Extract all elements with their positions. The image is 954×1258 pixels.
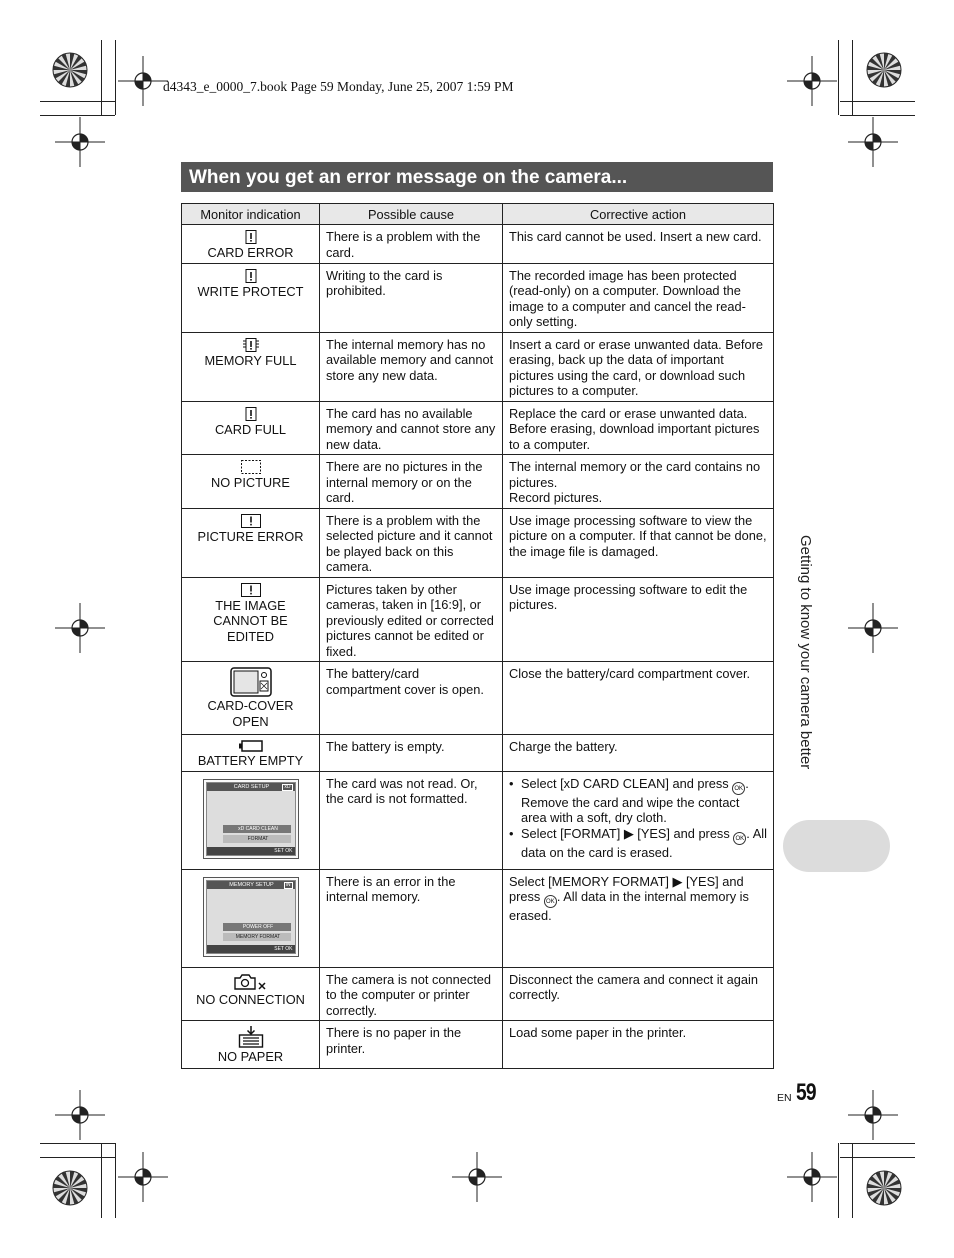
print-header: d4343_e_0000_7.book Page 59 Monday, June 25, 2007 1:59 PM	[163, 79, 514, 94]
registration-mark-icon	[55, 1090, 105, 1140]
registration-mark-icon	[787, 56, 837, 106]
monitor-label: BATTERY EMPTY	[197, 753, 304, 768]
table-row	[182, 735, 774, 772]
card-exclaim-icon	[185, 407, 316, 421]
cause-cell: The battery is empty.	[320, 735, 503, 772]
crop-line	[840, 1143, 915, 1144]
lcd-tag: xD	[284, 783, 291, 790]
table-row	[182, 662, 774, 735]
empty-frame-icon	[185, 460, 316, 474]
monitor-label: NO CONNECTION	[196, 991, 305, 1007]
crop-line	[840, 101, 915, 102]
action-text: Select [FORMAT] ▶ [YES] and press	[521, 825, 730, 841]
list-item	[521, 776, 768, 826]
registration-mark-icon	[848, 117, 898, 167]
action-cell	[503, 869, 774, 967]
column-header: Monitor indication	[182, 204, 320, 225]
monitor-label: PICTURE ERROR	[197, 528, 304, 544]
lcd-footer: SET OK	[207, 847, 295, 855]
page-language: EN	[777, 1092, 792, 1104]
monitor-cell	[182, 735, 320, 772]
lcd-option: FORMAT	[223, 835, 291, 843]
action-cell: Replace the card or erase unwanted data. Before erasing, download important pictures to a computer.	[503, 401, 774, 455]
lcd-option: xD CARD CLEAN	[223, 825, 291, 833]
crop-line	[40, 115, 115, 116]
monitor-cell	[182, 508, 320, 577]
monitor-label: NO PICTURE	[211, 475, 290, 490]
crop-line	[40, 101, 115, 102]
table-row	[182, 401, 774, 455]
ok-button-icon: OK	[544, 895, 557, 908]
monitor-label: NO PAPER	[217, 1049, 284, 1064]
cause-cell: There is a problem with the card.	[320, 225, 503, 264]
crop-line	[840, 1157, 915, 1158]
crop-line	[115, 1143, 116, 1218]
monitor-cell	[182, 869, 320, 967]
monitor-label: CARD ERROR	[207, 245, 294, 260]
action-text: . Remove the card and wipe the contact area with a soft, dry cloth.	[521, 775, 749, 825]
table-row	[182, 967, 774, 1021]
crop-line	[101, 40, 102, 115]
table-row	[182, 508, 774, 577]
lcd-title: MEMORY SETUP	[229, 881, 274, 888]
action-cell: Use image processing software to view the picture on a computer. If that cannot be done, the image file is damaged.	[503, 508, 774, 577]
registration-mark-icon	[55, 603, 105, 653]
column-header: Possible cause	[320, 204, 503, 225]
cause-cell: The battery/card compartment cover is open.	[320, 662, 503, 735]
crop-line	[115, 40, 116, 115]
action-cell: Close the battery/card compartment cover.	[503, 662, 774, 735]
registration-mark-icon	[787, 1152, 837, 1202]
action-cell: The internal memory or the card contains no pictures. Record pictures.	[503, 455, 774, 509]
monitor-cell	[182, 662, 320, 735]
cause-cell: Writing to the card is prohibited.	[320, 263, 503, 332]
paper-tray-icon	[185, 1026, 316, 1048]
monitor-cell	[182, 225, 320, 264]
monitor-label: THE IMAGE CANNOT BE EDITED	[213, 597, 288, 644]
registration-mark-icon	[452, 1152, 502, 1202]
camera-x-icon	[185, 973, 316, 991]
star-target-icon	[52, 1170, 88, 1206]
lcd-title: CARD SETUP	[233, 783, 270, 790]
lcd-option: MEMORY FORMAT	[223, 933, 291, 941]
list-item	[521, 826, 768, 861]
crop-line	[40, 1157, 115, 1158]
ok-button-icon: OK	[733, 832, 746, 845]
crop-line	[840, 115, 915, 116]
monitor-label: CARD-COVER OPEN	[207, 698, 294, 729]
section-tab-label: Getting to know your camera better	[797, 535, 814, 770]
crop-line	[852, 1143, 853, 1218]
action-cell: Use image processing software to edit the pictures.	[503, 577, 774, 662]
picture-exclaim-icon	[185, 514, 316, 528]
cause-cell: The card has no available memory and cannot store any new data.	[320, 401, 503, 455]
table-row	[182, 455, 774, 509]
cause-cell: Pictures taken by other cameras, taken in [16:9], or previously edited or corrected pictures cannot be edited or fixed.	[320, 577, 503, 662]
lcd-option: POWER OFF	[223, 923, 291, 931]
card-exclaim-icon	[185, 230, 316, 244]
monitor-label: WRITE PROTECT	[197, 283, 304, 299]
registration-mark-icon	[848, 1090, 898, 1140]
action-text: . All data on the card is erased.	[521, 825, 767, 860]
action-cell	[503, 771, 774, 869]
star-target-icon	[866, 52, 902, 88]
card-exclaim-icon	[185, 269, 316, 283]
monitor-cell	[182, 263, 320, 332]
crop-line	[838, 40, 839, 115]
table-row	[182, 263, 774, 332]
action-text: Select [xD CARD CLEAN] and press	[521, 775, 729, 791]
action-text: Select [MEMORY FORMAT] ▶ [YES] and press	[509, 873, 744, 904]
crop-line	[838, 1143, 839, 1218]
error-table	[181, 203, 774, 1069]
monitor-cell	[182, 455, 320, 509]
action-cell: Insert a card or erase unwanted data. Before erasing, back up the data of important pictures using the card, or download such pictures to a computer.	[503, 332, 774, 401]
lcd-footer: SET OK	[207, 945, 295, 953]
registration-mark-icon	[118, 1152, 168, 1202]
cause-cell: There is no paper in the printer.	[320, 1021, 503, 1069]
monitor-cell	[182, 577, 320, 662]
camera-cover-icon	[185, 667, 316, 697]
cause-cell: The card was not read. Or, the card is not formatted.	[320, 771, 503, 869]
table-row	[182, 1021, 774, 1069]
table-row	[182, 332, 774, 401]
column-header: Corrective action	[503, 204, 774, 225]
battery-empty-icon	[185, 740, 316, 752]
crop-line	[40, 1143, 115, 1144]
registration-mark-icon	[118, 56, 168, 106]
action-cell: Load some paper in the printer.	[503, 1021, 774, 1069]
action-cell: Charge the battery.	[503, 735, 774, 772]
lcd-tag: IN	[285, 881, 291, 888]
registration-mark-icon	[55, 117, 105, 167]
cause-cell: The internal memory has no available memory and cannot store any new data.	[320, 332, 503, 401]
star-target-icon	[52, 52, 88, 88]
cause-cell: There is a problem with the selected picture and it cannot be played back on this camera.	[320, 508, 503, 577]
table-row	[182, 869, 774, 967]
page-number: 59	[796, 1079, 816, 1106]
table-row	[182, 771, 774, 869]
table-row	[182, 577, 774, 662]
registration-mark-icon	[848, 603, 898, 653]
monitor-label: MEMORY FULL	[204, 352, 297, 368]
monitor-cell	[182, 1021, 320, 1069]
action-cell: Disconnect the camera and connect it again correctly.	[503, 967, 774, 1021]
section-tab	[783, 820, 890, 872]
monitor-label: CARD FULL	[214, 421, 287, 437]
cause-cell: There are no pictures in the internal memory or on the card.	[320, 455, 503, 509]
cause-cell: The camera is not connected to the computer or printer correctly.	[320, 967, 503, 1021]
action-text: . All data in the internal memory is erased.	[509, 889, 749, 923]
table-header-row	[182, 204, 774, 225]
star-target-icon	[866, 1170, 902, 1206]
monitor-cell	[182, 401, 320, 455]
page-title: When you get an error message on the camera...	[181, 162, 773, 192]
monitor-cell	[182, 332, 320, 401]
action-cell: This card cannot be used. Insert a new card.	[503, 225, 774, 264]
action-cell: The recorded image has been protected (read-only) on a computer. Download the image to a computer and cancel the read-only setting.	[503, 263, 774, 332]
table-row	[182, 225, 774, 264]
monitor-cell	[182, 967, 320, 1021]
internal-memory-icon	[185, 338, 316, 352]
crop-line	[101, 1143, 102, 1218]
memory-setup-screen-icon	[203, 877, 299, 957]
card-setup-screen-icon	[203, 779, 299, 859]
cause-cell: There is an error in the internal memory.	[320, 869, 503, 967]
monitor-cell	[182, 771, 320, 869]
picture-exclaim-icon	[185, 583, 316, 597]
crop-line	[852, 40, 853, 115]
ok-button-icon: OK	[732, 782, 745, 795]
